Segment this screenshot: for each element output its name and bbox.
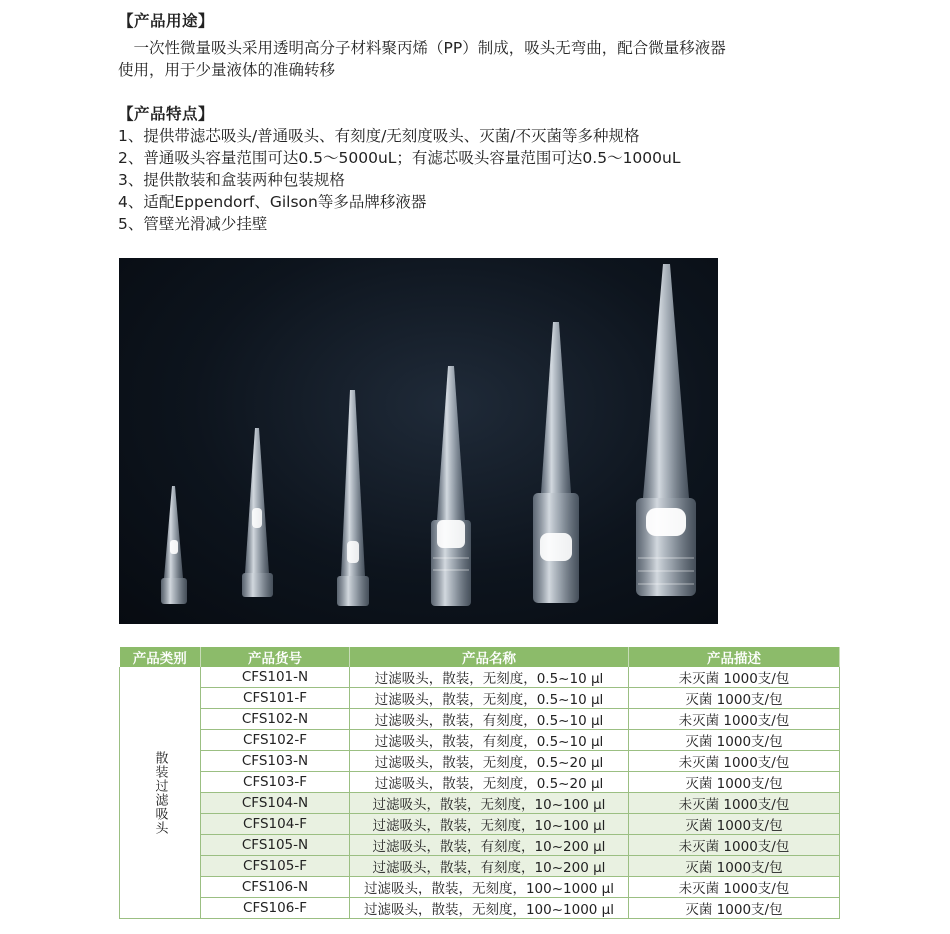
product-description: 未灭菌 1000支/包 [629,667,840,688]
product-name: 过滤吸头，散装，无刻度，100~1000 μl [350,877,629,898]
product-code: CFS103-N [201,751,350,772]
usage-text-line-1: 一次性微量吸头采用透明高分子材料聚丙烯（PP）制成，吸头无弯曲，配合微量移液器 [118,39,726,57]
product-description: 灭菌 1000支/包 [629,898,840,919]
pipette-tip-2 [242,428,273,597]
product-code: CFS101-N [201,667,350,688]
category-cell: 散装过滤吸头 [120,667,201,919]
product-name: 过滤吸头，散装，无刻度，100~1000 μl [350,898,629,919]
product-code: CFS104-N [201,793,350,814]
product-name: 过滤吸头，散装，有刻度，0.5~10 μl [350,730,629,751]
product-name: 过滤吸头，散装，无刻度，10~100 μl [350,793,629,814]
col-header-code: 产品货号 [201,647,350,667]
product-description: 未灭菌 1000支/包 [629,835,840,856]
product-code: CFS105-F [201,856,350,877]
pipette-tip-4 [431,366,471,606]
product-code: CFS103-F [201,772,350,793]
feature-item-3: 3、提供散装和盒装两种包装规格 [118,171,345,189]
usage-heading: 【产品用途】 [118,12,215,30]
product-code: CFS101-F [201,688,350,709]
product-description: 灭菌 1000支/包 [629,730,840,751]
product-name: 过滤吸头，散装，有刻度，0.5~10 μl [350,709,629,730]
usage-text-line-2: 使用，用于少量液体的准确转移 [118,61,336,79]
product-description: 未灭菌 1000支/包 [629,709,840,730]
product-name: 过滤吸头，散装，无刻度，0.5~10 μl [350,688,629,709]
product-spec-table [119,647,840,919]
table-row [120,898,840,919]
pipette-tip-6 [636,264,696,596]
table-row [120,751,840,772]
pipette-tip-1 [161,486,187,604]
product-name: 过滤吸头，散装，无刻度，0.5~10 μl [350,667,629,688]
table-row [120,793,840,814]
product-code: CFS105-N [201,835,350,856]
product-description: 灭菌 1000支/包 [629,688,840,709]
product-description: 未灭菌 1000支/包 [629,751,840,772]
feature-item-1: 1、提供带滤芯吸头/普通吸头、有刻度/无刻度吸头、灭菌/不灭菌等多种规格 [118,127,640,145]
table-row [120,856,840,877]
product-code: CFS106-F [201,898,350,919]
col-header-description: 产品描述 [629,647,840,667]
product-code: CFS102-N [201,709,350,730]
product-description: 灭菌 1000支/包 [629,814,840,835]
features-heading: 【产品特点】 [118,105,215,123]
product-name: 过滤吸头，散装，有刻度，10~200 μl [350,856,629,877]
product-code: CFS104-F [201,814,350,835]
product-description: 未灭菌 1000支/包 [629,877,840,898]
col-header-name: 产品名称 [350,647,629,667]
feature-item-2: 2、普通吸头容量范围可达0.5～5000uL；有滤芯吸头容量范围可达0.5～1000uL [118,149,681,167]
table-row [120,877,840,898]
product-name: 过滤吸头，散装，无刻度，0.5~20 μl [350,772,629,793]
table-row [120,835,840,856]
table-row [120,709,840,730]
feature-item-5: 5、管壁光滑减少挂壁 [118,215,268,233]
product-code: CFS102-F [201,730,350,751]
product-description: 未灭菌 1000支/包 [629,793,840,814]
pipette-tips-photo [119,258,718,624]
table-row [120,772,840,793]
pipette-tip-3 [337,390,369,606]
product-name: 过滤吸头，散装，无刻度，0.5~20 μl [350,751,629,772]
product-description: 灭菌 1000支/包 [629,772,840,793]
product-name: 过滤吸头，散装，无刻度，10~100 μl [350,814,629,835]
col-header-category: 产品类别 [120,647,201,667]
product-code: CFS106-N [201,877,350,898]
product-description: 灭菌 1000支/包 [629,856,840,877]
product-name: 过滤吸头，散装，有刻度，10~200 μl [350,835,629,856]
feature-item-4: 4、适配Eppendorf、Gilson等多品牌移液器 [118,193,427,211]
table-row [120,730,840,751]
table-row [120,814,840,835]
table-row [120,667,840,688]
table-row [120,688,840,709]
pipette-tip-5 [533,322,579,603]
